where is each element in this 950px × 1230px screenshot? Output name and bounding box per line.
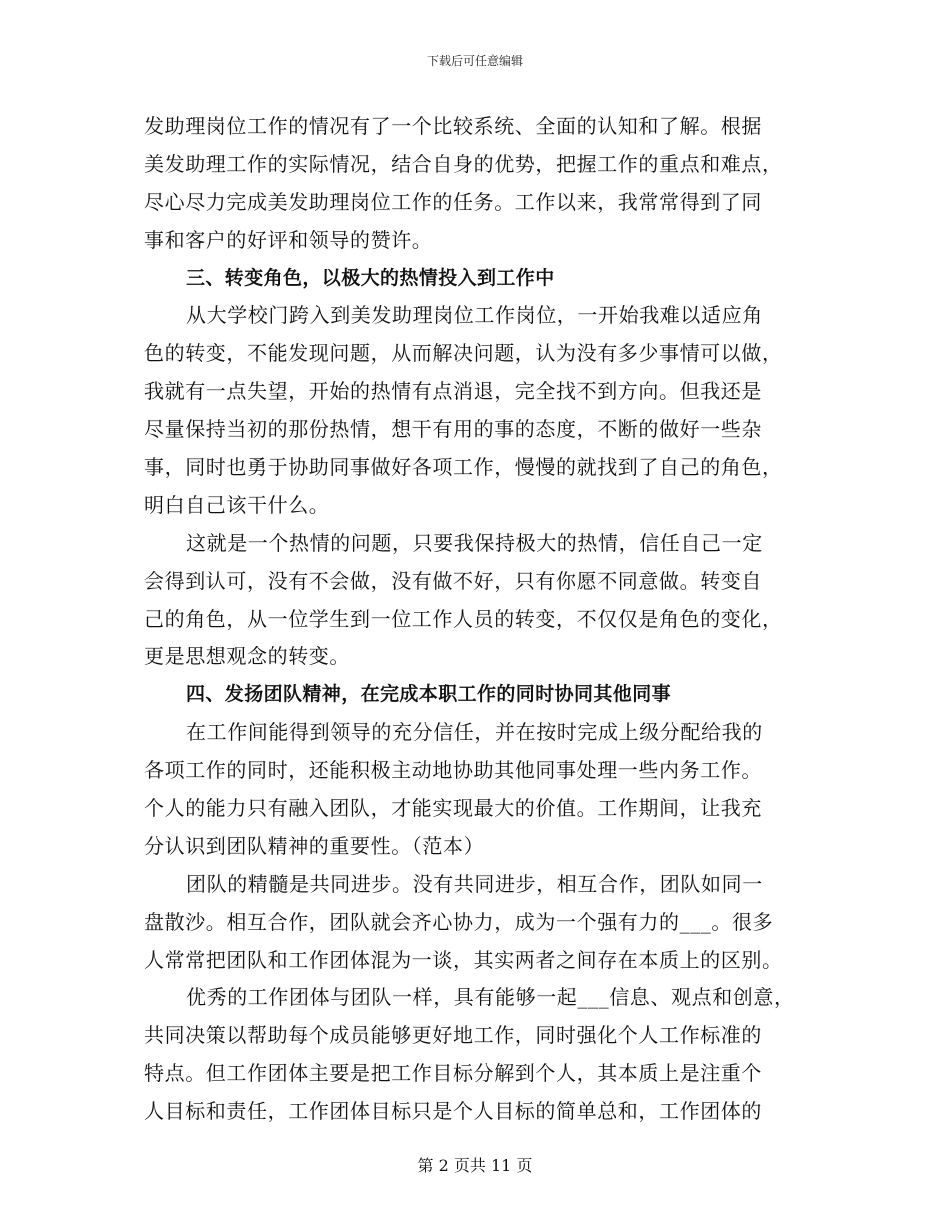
paragraph-line: 美发助理工作的实际情况，结合自身的优势，把握工作的重点和难点， bbox=[144, 151, 783, 176]
paragraph-line: 明白自己该干什么。 bbox=[144, 492, 330, 517]
paragraph-line: 优秀的工作团体与团队一样，具有能够一起___信息、观点和创意， bbox=[186, 985, 795, 1010]
paragraph-line: 事，同时也勇于协助同事做好各项工作，慢慢的就找到了自己的角色， bbox=[144, 455, 783, 480]
paragraph-line: 发助理岗位工作的情况有了一个比较系统、全面的认知和了解。根据 bbox=[144, 114, 762, 138]
paragraph-line: 尽心尽力完成美发助理岗位工作的任务。工作以来，我常常得到了同 bbox=[144, 189, 762, 214]
paragraph-line: 己的角色，从一位学生到一位工作人员的转变，不仅仅是角色的变化， bbox=[144, 606, 783, 631]
paragraph-line: 事和客户的好评和领导的赞许。 bbox=[144, 227, 433, 252]
page-number: 第 2 页共 11 页 bbox=[417, 1156, 533, 1175]
paragraph-line: 个人的能力只有融入团队，才能实现最大的价值。工作期间，让我充 bbox=[144, 796, 762, 821]
paragraph-line: 共同决策以帮助每个成员能够更好地工作，同时强化个人工作标准的 bbox=[144, 1023, 762, 1048]
paragraph-line: 人常常把团队和工作团体混为一谈，其实两者之间存在本质上的区别。 bbox=[144, 947, 783, 972]
paragraph-line: 人目标和责任，工作团体目标只是个人目标的简单总和，工作团体的 bbox=[144, 1099, 762, 1124]
document-body bbox=[144, 108, 844, 1131]
paragraph-line: 在工作间能得到领导的充分信任，并在按时完成上级分配给我的 bbox=[186, 720, 763, 745]
page-header: 下载后可任意编辑 bbox=[426, 54, 523, 68]
paragraph-line: 特点。但工作团体主要是把工作目标分解到个人，其本质上是注重个 bbox=[144, 1061, 762, 1086]
section-heading-3: 三、转变角色，以极大的热情投入到工作中 bbox=[186, 266, 555, 289]
paragraph-line: 各项工作的同时，还能积极主动地协助其他同事处理一些内务工作。 bbox=[144, 758, 762, 783]
paragraph-line: 尽量保持当初的那份热情，想干有用的事的态度，不断的做好一些杂 bbox=[144, 417, 762, 442]
paragraph-line: 从大学校门跨入到美发助理岗位工作岗位，一开始我难以适应角 bbox=[186, 303, 763, 328]
paragraph-line: 分认识到团队精神的重要性。（范本） bbox=[144, 833, 485, 858]
paragraph-line: 更是思想观念的转变。 bbox=[144, 644, 350, 669]
paragraph-line: 我就有一点失望，开始的热情有点消退，完全找不到方向。但我还是 bbox=[144, 379, 762, 404]
paragraph-line: 团队的精髓是共同进步。没有共同进步，相互合作，团队如同一 bbox=[186, 871, 763, 896]
paragraph-line: 这就是一个热情的问题，只要我保持极大的热情，信任自己一定 bbox=[186, 530, 763, 555]
paragraph-line: 会得到认可，没有不会做，没有做不好，只有你愿不同意做。转变自 bbox=[144, 568, 762, 593]
section-heading-4: 四、发扬团队精神，在完成本职工作的同时协同其他同事 bbox=[186, 683, 672, 706]
paragraph-line: 色的转变，不能发现问题，从而解决问题，认为没有多少事情可以做， bbox=[144, 341, 783, 366]
paragraph-line: 盘散沙。相互合作，团队就会齐心协力，成为一个强有力的___。很多 bbox=[144, 909, 774, 934]
